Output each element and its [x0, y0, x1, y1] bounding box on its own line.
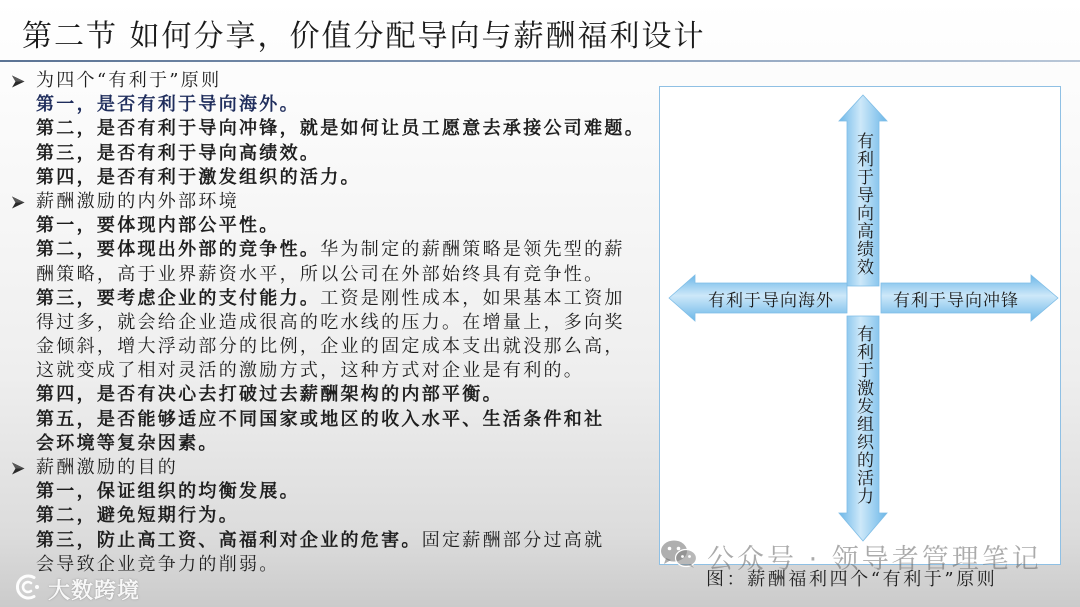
paragraph	[12, 529, 652, 577]
body-text: 得过多，就会给企业造成很高的吃水线的压力。在增量上，多向奖	[36, 311, 625, 333]
watermark	[660, 540, 1075, 572]
arrow-bullet-icon	[12, 69, 36, 93]
figure-caption: 图：薪酬福利四个“有利于”原则	[706, 569, 998, 590]
paragraph-line	[12, 142, 652, 166]
text-panel	[12, 69, 652, 577]
paragraph-line	[12, 263, 652, 287]
paragraph	[12, 117, 652, 141]
section-internal-external-environment	[12, 190, 652, 456]
bold-text: 第一，是否有利于导向海外。	[36, 94, 300, 116]
body-text: 华为制定的薪酬策略是领先型的薪	[320, 239, 625, 261]
paragraph-line	[12, 311, 652, 335]
section-heading	[12, 456, 652, 480]
paragraph-line	[12, 287, 652, 311]
title-divider	[0, 60, 1080, 62]
paragraph-line	[12, 432, 652, 456]
paragraph-line	[12, 238, 652, 262]
paragraph-line	[12, 529, 652, 553]
paragraph	[12, 383, 652, 407]
paragraph-line	[12, 166, 652, 190]
body-text: 金倾斜，增大浮动部分的比例，企业的固定成本支出就没那么高，	[36, 336, 625, 358]
paragraph	[12, 166, 652, 190]
paragraph-line	[12, 214, 652, 238]
section-incentive-purpose	[12, 456, 652, 577]
wechat-icon	[660, 540, 698, 572]
right-arrow-label-text: 有利于导向冲锋	[893, 290, 1019, 311]
left-arrow-label	[695, 283, 847, 313]
paragraph-line	[12, 117, 652, 141]
paragraph-line	[12, 93, 652, 117]
paragraph-line	[12, 383, 652, 407]
paragraph	[12, 93, 652, 117]
left-arrow-label-text: 有利于导向海外	[708, 290, 834, 311]
body-text: 固定薪酬部分过高就	[421, 529, 605, 551]
down-arrow-label	[847, 316, 879, 513]
paragraph-line	[12, 335, 652, 359]
bold-text: 第四，是否有决心去打破过去薪酬架构的内部平衡。	[36, 384, 503, 406]
bold-text: 第四，是否有利于激发组织的活力。	[36, 166, 361, 188]
paragraph	[12, 408, 652, 456]
section-heading	[12, 190, 652, 214]
section-heading-text: 薪酬激励的内外部环境	[36, 190, 239, 212]
bold-text: 会环境等复杂因素。	[36, 432, 219, 454]
up-arrow-label-text: 有利于导向高绩效	[853, 131, 873, 276]
principles-figure	[659, 86, 1061, 565]
bold-text: 第二，避免短期行为。	[36, 505, 239, 527]
right-arrow-label	[881, 283, 1031, 313]
bold-text: 第二，要体现出外部的竞争性。	[36, 239, 321, 261]
paragraph-line	[12, 480, 652, 504]
bold-text: 第五，是否能够适应不同国家或地区的收入水平、生活条件和社	[36, 408, 605, 430]
section-heading-text: 为四个“有利于”原则	[36, 70, 222, 91]
arrow-bullet-icon	[12, 456, 36, 480]
bold-text: 第三，是否有利于导向高绩效。	[36, 142, 321, 164]
corner-logo	[10, 576, 140, 602]
body-text: 工资是刚性成本，如果基本工资加	[320, 287, 625, 309]
bold-text: 第一，保证组织的均衡发展。	[36, 481, 300, 503]
body-text: 这就变成了相对灵活的激励方式，这种方式对企业是有利的。	[36, 360, 585, 382]
watermark-text: 公众号 · 领导者管理笔记	[707, 543, 1042, 572]
section-heading	[12, 69, 652, 93]
slide-title: 第二节 如何分享，价值分配导向与薪酬福利设计	[22, 19, 706, 54]
section-four-principles	[12, 69, 652, 190]
paragraph-line	[12, 408, 652, 432]
paragraph-line	[12, 359, 652, 383]
body-text: 酬策略，高于业界薪资水平，所以公司在外部始终具有竞争性。	[36, 263, 605, 285]
bold-text: 第二，是否有利于导向冲锋，就是如何让员工愿意去承接公司难题。	[36, 118, 645, 140]
down-arrow-label-text: 有利于激发组织的活力	[853, 324, 873, 505]
arrow-bullet-icon	[12, 190, 36, 214]
paragraph	[12, 142, 652, 166]
body-text: 会导致企业竞争力的削弱。	[36, 553, 280, 575]
brand-logo-text: 大数跨境	[48, 578, 141, 604]
paragraph	[12, 287, 652, 384]
bold-text: 第一，要体现内部公平性。	[36, 215, 280, 237]
paragraph	[12, 504, 652, 528]
section-heading-text: 薪酬激励的目的	[36, 457, 179, 478]
paragraph	[12, 214, 652, 238]
paragraph	[12, 238, 652, 286]
paragraph-line	[12, 504, 652, 528]
bold-text: 第三，防止高工资、高福利对企业的危害。	[36, 529, 422, 551]
bold-text: 第三，要考虑企业的支付能力。	[36, 287, 321, 309]
brand-logo-icon	[10, 574, 42, 604]
paragraph	[12, 480, 652, 504]
up-arrow-label	[847, 121, 879, 286]
